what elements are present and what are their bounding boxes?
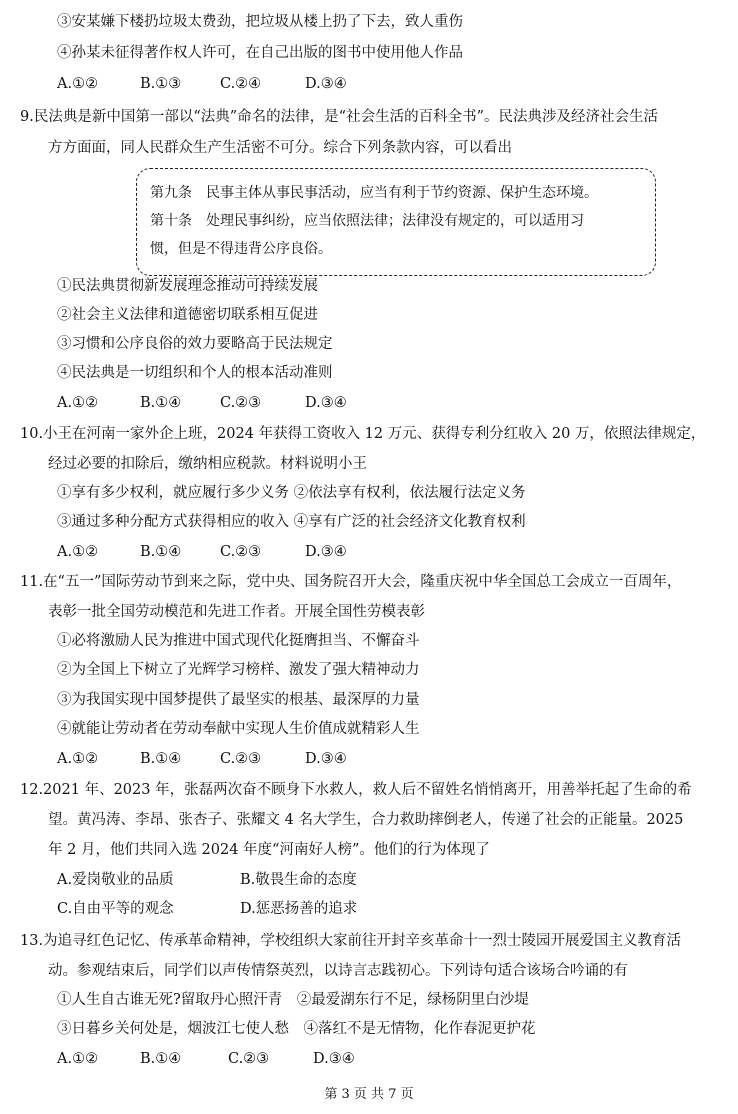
question-9-stem-cont: 方方面面，同人民群众生产生活密不可分。综合下列条款内容，可以看出: [48, 140, 512, 156]
statement-2: ②为全国上下树立了光辉学习榜样、激发了强大精神动力: [57, 662, 420, 678]
option-a: A.①②: [57, 1051, 99, 1067]
option-b: B.①③: [140, 76, 182, 92]
option-b: B.①④: [140, 751, 182, 767]
statement-4: ④孙某未征得著作权人许可，在自己出版的图书中使用他人作品: [57, 45, 463, 61]
option-d: D.③④: [305, 751, 347, 767]
question-12-stem-cont: 望。黄冯涛、李昂、张杏子、张耀文 4 名大学生，合力救助摔倒老人，传递了社会的正能量。2025: [48, 812, 684, 828]
option-a: A.①②: [57, 76, 99, 92]
option-b: B.①④: [140, 1051, 182, 1067]
article-10: 第十条 处理民事纠纷，应当依照法律；法律没有规定的，可以适用习: [150, 213, 584, 229]
statement-2: ②社会主义法律和道德密切联系相互促进: [57, 307, 318, 323]
option-c: C.自由平等的观念: [57, 901, 174, 917]
option-b: B.①④: [140, 544, 182, 560]
option-c: C.②③: [220, 544, 262, 560]
question-11-stem: 11.在“五一”国际劳动节到来之际，党中央、国务院召开大会，隆重庆祝中华全国总工会成立一百周年，: [20, 574, 682, 590]
poems-row-2: ③日暮乡关何处是，烟波江七使人愁 ④落红不是无情物，化作春泥更护花: [57, 1021, 536, 1037]
statement-4: ④民法典是一切组织和个人的根本活动准则: [57, 365, 333, 381]
statement-4: ④就能让劳动者在劳动奉献中实现人生价值成就精彩人生: [57, 721, 420, 737]
question-9-stem: 9.民法典是新中国第一部以“法典”命名的法律，是“社会生活的百科全书”。民法典涉及经济社会生活: [20, 109, 658, 125]
question-13-stem: 13.为追寻红色记忆、传承革命精神，学校组织大家前往开封辛亥革命十一烈士陵园开展爱国主义教育活: [20, 933, 682, 949]
question-12-stem-cont2: 年 2 月，他们共同入选 2024 年度“河南好人榜”。他们的行为体现了: [48, 842, 490, 858]
option-d: D.③④: [305, 544, 347, 560]
option-c: C.②③: [220, 751, 262, 767]
option-a: A.爱岗敬业的品质: [57, 872, 174, 888]
article-10-cont: 惯，但是不得违背公序良俗。: [150, 241, 332, 257]
poems-row-1: ①人生自古谁无死?留取丹心照汗青 ②最爱湖东行不足，绿杨阴里白沙堤: [57, 992, 529, 1008]
question-10-stem-cont: 经过必要的扣除后，缴纳相应税款。材料说明小王: [48, 456, 367, 472]
question-11-stem-cont: 表彰一批全国劳动模范和先进工作者。开展全国性劳模表彰: [48, 604, 425, 620]
option-c: C.②④: [220, 76, 262, 92]
option-a: A.①②: [57, 544, 99, 560]
option-d: D.③④: [305, 76, 347, 92]
statement-3: ③习惯和公序良俗的效力要略高于民法规定: [57, 336, 333, 352]
option-a: A.①②: [57, 395, 99, 411]
option-d: D.③④: [313, 1051, 355, 1067]
question-10-stem: 10.小王在河南一家外企上班，2024 年获得工资收入 12 万元、获得专利分红收入 20 万，依照法律规定，: [20, 426, 706, 442]
option-c: C.②③: [228, 1051, 270, 1067]
statement-1: ①民法典贯彻新发展理念推动可持续发展: [57, 278, 318, 294]
option-c: C.②③: [220, 395, 262, 411]
question-12-stem: 12.2021 年、2023 年，张磊两次奋不顾身下水救人，救人后不留姓名悄悄离开，用善举托起了生命的希: [20, 782, 692, 798]
option-a: A.①②: [57, 751, 99, 767]
article-9: 第九条 民事主体从事民事活动，应当有利于节约资源、保护生态环境。: [150, 185, 598, 201]
option-b: B.敬畏生命的态度: [240, 872, 357, 888]
statements-row-1: ①享有多少权利，就应履行多少义务 ②依法享有权利，依法履行法定义务: [57, 485, 526, 501]
option-b: B.①④: [140, 395, 182, 411]
page-number: 第 3 页 共 7 页: [324, 1087, 414, 1102]
statement-1: ①必将激励人民为推进中国式现代化挺膺担当、不懈奋斗: [57, 633, 420, 649]
statements-row-2: ③通过多种分配方式获得相应的收入 ④享有广泛的社会经济文化教育权利: [57, 514, 526, 530]
option-d: D.惩恶扬善的追求: [240, 901, 358, 917]
statement-3: ③为我国实现中国梦提供了最坚实的根基、最深厚的力量: [57, 692, 420, 708]
statement-3: ③安某嫌下楼扔垃圾太费劲，把垃圾从楼上扔了下去，致人重伤: [57, 14, 463, 30]
question-13-stem-cont: 动。参观结束后，同学们以声传情祭英烈，以诗言志践初心。下列诗句适合该场合吟诵的有: [48, 963, 628, 979]
option-d: D.③④: [305, 395, 347, 411]
